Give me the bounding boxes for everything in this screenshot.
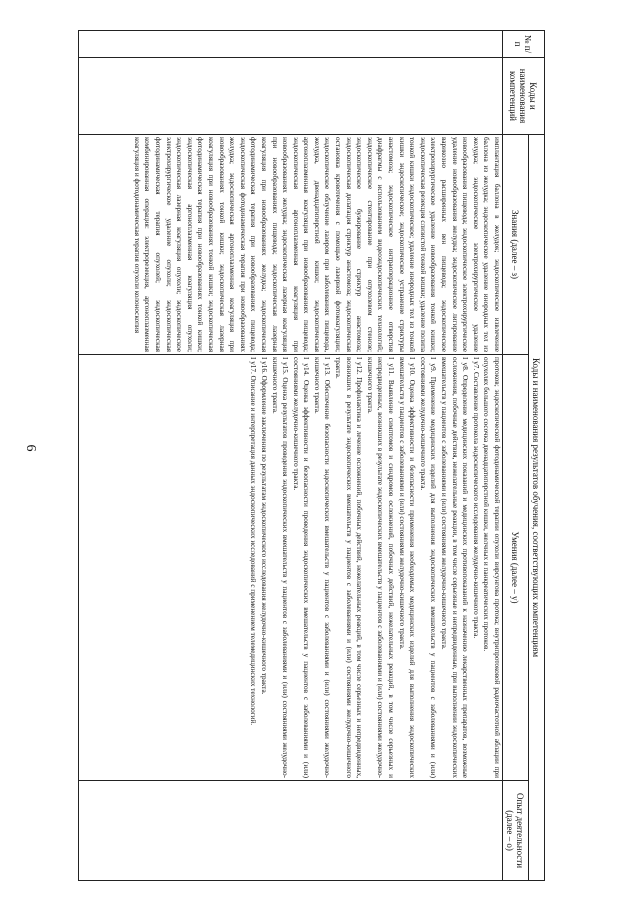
header-knowledge: Знания (далее – з)	[503, 135, 529, 355]
header-codes: Коды и наименования компетенций	[503, 58, 545, 135]
cell-knowledge	[79, 135, 503, 355]
competencies-table	[78, 30, 545, 881]
header-experience: Опыт деятельности (далее – о)	[503, 781, 529, 881]
knowledge-text: имплантация баллона в желудок; эндоскопическое извлечение баллона из желудка; эндоскопическое удаление инородных тел из желудка; эндоскопическое электрохирургическое удаление новообразования пищевода; эндоскопическое электрохирургическое удаление новообразования желудка; эндоскопическое лигирование варикозно расширенных вен пищевода; эндоскопическое электрохирургическое удаление новообразования тонкой кишки; эндоскопическая резекция слизистой тонкой кишки; удаление полипа тонкой кишки эндоскопическое; удаление инородных тел из тонкой кишки эндоскопическое; эндоскопическое устранение стриктуры анастомоза; эндоскопическое интраоперационное отверстия диафрагмы с использованием видеоэндоскопических технологий; эндоскопическое стентирование при опухолевом стенозе; эндоскопическое бужирование стриктур анастомоза; эндоскопическая дилатация стриктур анастомоза; эндоскопическая остановка кровотечения с помощью лазерной фотокоагуляции; эндоскопическое облучение лазером при заболеваниях пищевода, желудка, двенадцатиперстной кишки; эндоскопическая аргоноплазменная коагуляция при новообразованиях пищевода; эндоскопическая аргоноплазменная коагуляция при новообразованиях желудка; эндоскопическая лазерная коагуляция при новообразованиях пищевода; эндоскопическая лазерная коагуляция при новообразованиях желудка; эндоскопическая фотодинамическая терапия при новообразованиях пищевода; эндоскопическая фотодинамическая терапия при новообразованиях желудка; эндоскопическая аргоноплазменная коагуляция при новообразованиях тонкой кишки; эндоскопическая лазерная коагуляция при новообразованиях тонкой кишки; эндоскопическая фотодинамическая терапия при новообразованиях тонкой кишки; эндоскопическая аргоноплазменная коагуляция опухоли; эндоскопическая лазерная коагуляция опухоли; эндоскопическое электрохирургическое удаление опухоли; эндоскопическая фотодинамическая терапия опухолей; эндоскопическая комбинированная операция: электрорезекция, аргоноплазменная коагуляция и фотодинамическая терапия опухоли колоноскопия	[132, 137, 501, 352]
skill-item: I у8. Определение медицинских показаний и медицинских противопоказаний к назначению лекарственных препаратов, возможные осложнения, побочные действия, нежелательные реакции, в том числе серьезные и непредвиденные, при выполнении эндоскопических вмешательств у пациентов с заболеваниями и (или) состояниями желудочно-кишечного тракта.	[440, 357, 470, 778]
cell-codes	[79, 58, 503, 135]
page-number: 6	[23, 444, 38, 452]
skill-item: I у13. Обеспечение безопасности эндоскопических вмешательств у пациентов с заболеваниями и (или) состояниями желудочно-кишечного тракта.	[312, 357, 332, 778]
skill-item: I у12. Профилактика и лечение осложнений, побочных действий, нежелательных реакций, в том числе серьезных и непредвиденных, возникших в результате эндоскопических вмешательств у пациентов с заболеваниями и (или) состояниями желудочно-кишечного тракта.	[334, 357, 364, 778]
header-title: Коды и наименования результатов обучения, соответствующих компетенциям	[529, 135, 545, 881]
cell-num	[79, 31, 503, 58]
table-row	[79, 31, 503, 881]
skill-item: протоков; эндоскопической фотодинамической терапии опухоли вирсунгова протока; внутрипротоковой радиочастотной аблации при опухолях большого сосочка двенадцатиперстной кишки, желчных и панкреатических протоков.	[482, 357, 501, 778]
skill-item: I у11. Выявление симптомов и синдромов осложнений, побочных действий, нежелательных реакций, в том числе серьезных и непредвиденных, возникших в результате эндоскопических вмешательств у пациентов с заболеваниями и (или) состояниями желудочно-кишечного тракта.	[365, 357, 396, 778]
skill-item: I у16. Оформление заключения по результатам эндоскопического исследования желудочно-кишечного тракта.	[259, 357, 268, 695]
cell-experience	[79, 781, 503, 881]
cell-skills	[79, 355, 503, 781]
header-num: № п/п	[503, 31, 545, 58]
skill-item: I у14. Оценка эффективности и безопасности проведения эндоскопических вмешательств у пациентов с заболеваниями и (или) состояниями желудочно-кишечного тракта.	[291, 357, 311, 778]
skill-item: I у17. Описание и интерпретация данных эндоскопических исследований с применением телемедицинских технологий.	[249, 357, 258, 726]
skill-item: I у10. Оценка эффективности и безопасности применения необходимых медицинских изделий для выполнения эндоскопических вмешательств у пациентов с заболеваниями и (или) состояниями желудочно-кишечного тракта.	[397, 357, 417, 778]
header-skills: Умения (далее – у)	[503, 355, 529, 781]
rotated-table-container	[78, 30, 545, 880]
skill-item: I у15. Оценка результатов проведения эндоскопических вмешательств у пациентов с заболеваниями и (или) состояниями желудочно-кишечного тракта.	[270, 357, 290, 778]
skill-item: I у9. Применение медицинских изделий для выполнения эндоскопических вмешательств у пациентов с заболеваниями и (или) состояниями желудочно-кишечного тракта.	[418, 357, 438, 778]
skill-item: I у7. Составление протокола эндоскопического исследования желудочно-кишечного тракта.	[471, 357, 480, 639]
